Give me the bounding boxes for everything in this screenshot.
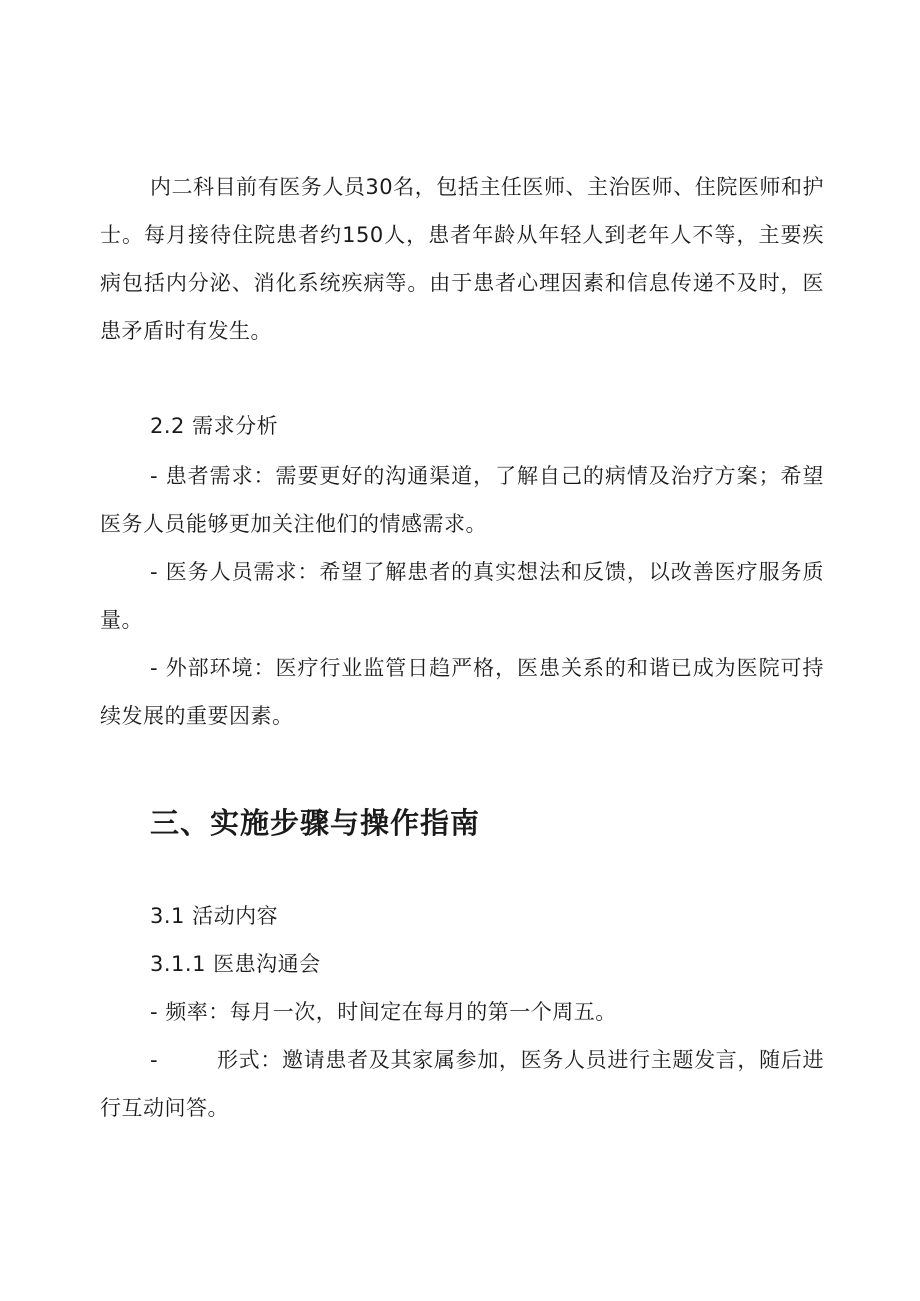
patient-needs-item: - 患者需求：需要更好的沟通渠道，了解自己的病情及治疗方案；希望医务人员能够更加关注他们的情感需求。 — [100, 464, 824, 536]
staff-needs-item: - 医务人员需求：希望了解患者的真实想法和反馈，以改善医疗服务质量。 — [100, 560, 824, 632]
section-3-1-title: 3.1 活动内容 — [150, 904, 279, 928]
intro-paragraph: 内二科目前有医务人员30名，包括主任医师、主治医师、住院医师和护士。每月接待住院患者约150人，患者年龄从年轻人到老年人不等，主要疾病包括内分泌、消化系统疾病等。由于患者心理因素和信息传递不及时，医患矛盾时有发生。 — [100, 175, 824, 343]
format-item: - 形式：邀请患者及其家属参加，医务人员进行主题发言，随后进行互动问答。 — [100, 1048, 824, 1120]
frequency-item: - 频率：每月一次，时间定在每月的第一个周五。 — [150, 1000, 617, 1024]
section-3-1-1-title: 3.1.1 医患沟通会 — [150, 952, 321, 976]
section-3-heading: 三、实施步骤与操作指南 — [150, 806, 481, 840]
section-2-2-title: 2.2 需求分析 — [150, 414, 279, 438]
external-environment-item: - 外部环境：医疗行业监管日趋严格，医患关系的和谐已成为医院可持续发展的重要因素。 — [100, 656, 824, 728]
